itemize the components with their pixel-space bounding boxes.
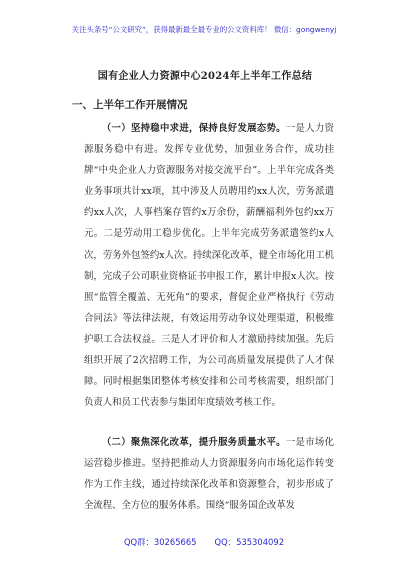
paragraph-2-lead: （二）聚焦深化改革，提升服务质量水平。	[101, 437, 286, 448]
header-promo-note: 关注头条号“公文研究”，获得最新最全最专业的公文资料库！ 微信：gongwenyj	[71, 25, 337, 34]
paragraph-1	[84, 118, 334, 432]
document-title: 国有企业人力资源中心2024年上半年工作总结	[97, 71, 313, 82]
paragraph-2	[84, 432, 334, 532]
footer-contact	[0, 536, 408, 548]
footer-qq: QQ：535304092	[214, 537, 285, 547]
paragraph-1-text: 一是人力资源服务稳中有进。发挥专业优势，加强业务合作，成功挂牌“中央企业人力资源服务对接交流平台”。上半年完成各类业务事项共计xx项，其中涉及人员聘用约xx人次，劳务派遣约xx人次，人事档案存管约x万余份，薪酬福利外包约xx万元。二是劳动用工稳步优化。上半年完成劳务派遣签约x人次，劳务外包签约x人次。持续深化改革，健全市场化用工机制，完成子公司职业资格证书申报工作，累计申报x人次。按照“监管全覆盖、无死角”的要求，督促企业严格执行《劳动合同法》等法律法规，有效运用劳动争议处理渠道，积极维护职工合法权益。三是人才评价和人才激励持续加强。先后组织开展了2次招聘工作，为公司高质量发展提供了人才保障。同时根据集团整体考核安排和公司考核需要，组织部门负责人和员工代表参与集团年度绩效考核工作。	[84, 123, 334, 409]
section-heading: 一、上半年工作开展情况	[72, 99, 188, 111]
footer-qq-group: QQ群：30265665	[123, 537, 197, 547]
paragraph-1-lead: （一）坚持稳中求进，保持良好发展态势。	[101, 123, 286, 134]
paragraph-2-text: 一是市场化运营稳步推进。坚持把推动人力资源服务向市场化运作转变作为工作主线，通过持续深化改革和资源整合，初步形成了全流程、全方位的服务体系。围绕“服务国企改革发	[84, 437, 334, 512]
